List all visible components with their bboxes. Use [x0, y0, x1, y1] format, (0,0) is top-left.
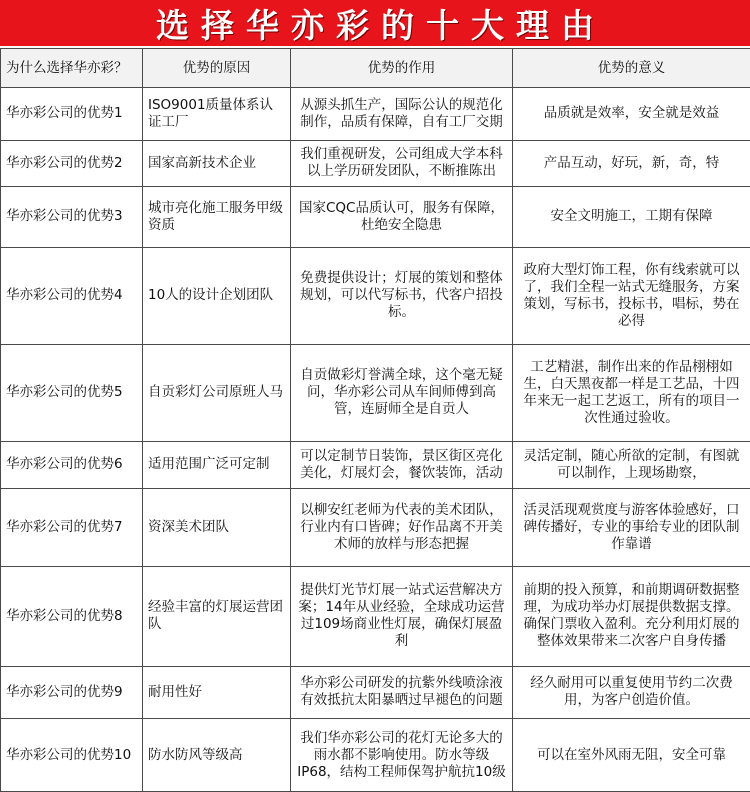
reason-cell: 国家高新技术企业 [143, 140, 291, 187]
row-label: 华亦彩公司的优势8 [1, 567, 143, 666]
meaning-cell: 活灵活现观赏度与游客体验感好，口碑传播好，专业的事给专业的团队制作靠谱 [513, 488, 750, 567]
meaning-cell: 灵活定制，随心所欲的定制，有图就可以制作，上现场勘察， [513, 441, 750, 488]
reason-cell: ISO9001质量体系认证工厂 [143, 88, 291, 141]
header-reason: 优势的原因 [143, 49, 291, 88]
header-meaning: 优势的意义 [513, 49, 750, 88]
row-label: 华亦彩公司的优势5 [1, 344, 143, 441]
effect-cell: 我们重视研发，公司组成大学本科以上学历研发团队，不断推陈出 [291, 140, 513, 187]
meaning-cell: 可以在室外风雨无阻，安全可靠 [513, 719, 750, 792]
table-row [1, 187, 750, 248]
row-label: 华亦彩公司的优势10 [1, 719, 143, 792]
table-row [1, 666, 750, 719]
table-row [1, 719, 750, 792]
effect-cell: 可以定制节日装饰，景区街区亮化美化，灯展灯会，餐饮装饰，活动 [291, 441, 513, 488]
table-row [1, 567, 750, 666]
table-row [1, 88, 750, 141]
meaning-cell: 产品互动，好玩，新，奇，特 [513, 140, 750, 187]
meaning-cell: 政府大型灯饰工程，你有线索就可以了，我们全程一站式无缝服务，方案策划，写标书，投标书，唱标，势在必得 [513, 247, 750, 344]
reasons-table [0, 48, 750, 792]
effect-cell: 国家CQC品质认可，服务有保障，杜绝安全隐患 [291, 187, 513, 248]
table-header-row [1, 49, 750, 88]
reason-cell: 10人的设计企划团队 [143, 247, 291, 344]
meaning-cell: 经久耐用可以重复使用节约二次费用，为客户创造价值。 [513, 666, 750, 719]
row-label: 华亦彩公司的优势2 [1, 140, 143, 187]
effect-cell: 自贡做彩灯誉满全球，这个毫无疑问，华亦彩公司从车间师傅到高管，连厨师全是自贡人 [291, 344, 513, 441]
reason-cell: 防水防风等级高 [143, 719, 291, 792]
meaning-cell: 品质就是效率，安全就是效益 [513, 88, 750, 141]
table-row [1, 441, 750, 488]
reason-cell: 经验丰富的灯展运营团队 [143, 567, 291, 666]
row-label: 华亦彩公司的优势7 [1, 488, 143, 567]
reason-cell: 适用范围广泛可定制 [143, 441, 291, 488]
effect-cell: 以柳安红老师为代表的美术团队，行业内有口皆碑；好作品离不开美术师的放样与形态把握 [291, 488, 513, 567]
meaning-cell: 安全文明施工，工期有保障 [513, 187, 750, 248]
table-row [1, 247, 750, 344]
effect-cell: 从源头抓生产，国际公认的规范化制作，品质有保障，自有工厂交期 [291, 88, 513, 141]
row-label: 华亦彩公司的优势1 [1, 88, 143, 141]
effect-cell: 提供灯光节灯展一站式运营解决方案；14年从业经验，全球成功运营过109场商业性灯展，确保灯展盈利 [291, 567, 513, 666]
header-why: 为什么选择华亦彩？ [1, 49, 143, 88]
table-row [1, 344, 750, 441]
row-label: 华亦彩公司的优势3 [1, 187, 143, 248]
header-effect: 优势的作用 [291, 49, 513, 88]
reason-cell: 资深美术团队 [143, 488, 291, 567]
title-banner [0, 0, 750, 46]
meaning-cell: 工艺精湛，制作出来的作品栩栩如生，白天黑夜都一样是工艺品，十四年来无一起工艺返工，所有的项目一次性通过验收。 [513, 344, 750, 441]
table-row [1, 488, 750, 567]
row-label: 华亦彩公司的优势6 [1, 441, 143, 488]
reason-cell: 自贡彩灯公司原班人马 [143, 344, 291, 441]
row-label: 华亦彩公司的优势9 [1, 666, 143, 719]
effect-cell: 我们华亦彩公司的花灯无论多大的雨水都不影响使用。防水等级IP68，结构工程师保驾护航抗10级 [291, 719, 513, 792]
table-row [1, 140, 750, 187]
reason-cell: 城市亮化施工服务甲级资质 [143, 187, 291, 248]
meaning-cell: 前期的投入预算，和前期调研数据整理，为成功举办灯展提供数据支撑。确保门票收入盈利。充分利用灯展的整体效果带来二次客户自身传播 [513, 567, 750, 666]
effect-cell: 免费提供设计；灯展的策划和整体规划，可以代写标书，代客户招投标。 [291, 247, 513, 344]
page-title: 选择华亦彩的十大理由 [156, 5, 606, 45]
reason-cell: 耐用性好 [143, 666, 291, 719]
effect-cell: 华亦彩公司研发的抗紫外线喷涂液有效抵抗太阳暴晒过早褪色的问题 [291, 666, 513, 719]
row-label: 华亦彩公司的优势4 [1, 247, 143, 344]
